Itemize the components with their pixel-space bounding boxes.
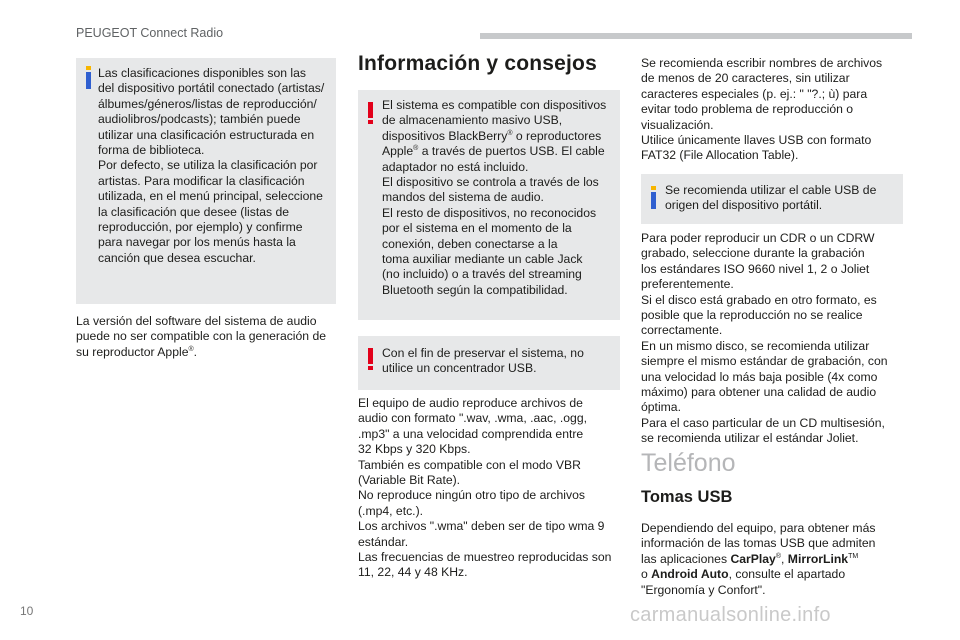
section-heading-info: Información y consejos bbox=[358, 52, 597, 75]
paragraph-text: , consulte el apartado "Ergonomía y Confort". bbox=[641, 567, 846, 597]
section-title-telefono: Teléfono bbox=[641, 449, 736, 477]
subheading-usb-ports: Tomas USB bbox=[641, 488, 733, 506]
info-icon bbox=[86, 66, 91, 89]
paragraph-text: La versión del software del sistema de audio puede no ser compatible con la generación de su reproductor Apple bbox=[76, 314, 327, 359]
paragraph-usb-apps bbox=[641, 521, 909, 598]
paragraph-text: Dependiendo del equipo, para obtener más información de las tomas USB que admiten las aplicaciones bbox=[641, 521, 876, 566]
warning-box-compat bbox=[358, 90, 620, 320]
header-title: PEUGEOT Connect Radio bbox=[76, 26, 224, 40]
carplay-label: CarPlay bbox=[730, 551, 776, 566]
warning-text-part: El sistema es compatible con dispositivos de almacenamiento masivo USB, dispositivos BlackBerry bbox=[382, 98, 607, 143]
info-box-classifications bbox=[76, 58, 336, 304]
registered-mark: ® bbox=[775, 552, 782, 560]
warning-icon bbox=[368, 102, 373, 124]
warning-text: Con el fin de preservar el sistema, no utilice un concentrador USB. bbox=[382, 346, 584, 376]
warning-text-part: a través de puertos USB. El cable adaptador no está incluido. El dispositivo se controla a través de los mandos del sistema de audio. El resto de dispositivos, no reconocidos por el sistema en el momento de la conexión, deben conectarse a la toma auxiliar mediante un cable Jack (no incluido) o a través del streaming Bluetooth según la compatibilidad. bbox=[382, 144, 605, 297]
info-box-usb-cable bbox=[641, 174, 903, 224]
registered-mark: ® bbox=[413, 145, 419, 153]
paragraph-end: . bbox=[193, 344, 198, 359]
warning-icon bbox=[368, 348, 373, 370]
trademark-mark: TM bbox=[848, 552, 859, 560]
paragraph-text: o bbox=[641, 567, 648, 582]
mirrorlink-label: MirrorLink bbox=[787, 551, 849, 566]
registered-mark: ® bbox=[188, 345, 194, 353]
warning-text bbox=[382, 98, 618, 298]
header-rule bbox=[480, 33, 912, 39]
paragraph-apple-compat bbox=[76, 314, 338, 360]
registered-mark: ® bbox=[507, 129, 513, 137]
warning-text-part: o reproductores Apple bbox=[382, 128, 602, 159]
info-box-text: Las clasificaciones disponibles son las del dispositivo portátil conectado (artistas/ álbumes/géneros/listas de reproducción/ audiolibros/podcasts); también puede utilizar una clasificación estructurada en forma de biblioteca. Por defecto, se utiliza la clasificación por artistas. Para modificar la clasificación utilizada, en el menú principal, seleccione la clasificación que desee (listas de reproducción, por ejemplo) y confirme para navegar por los menús hasta la canción que desea escuchar. bbox=[98, 66, 325, 265]
page-number: 10 bbox=[20, 604, 34, 618]
info-icon bbox=[651, 186, 656, 209]
paragraph-fat32: Utilice únicamente llaves USB con formato FAT32 (File Allocation Table). bbox=[641, 133, 872, 163]
warning-box-usb-hub bbox=[358, 336, 620, 390]
paragraph-audio-formats: El equipo de audio reproduce archivos de audio con formato ".wav, .wma, .aac, .ogg, .mp3" a una velocidad comprendida entre 32 Kbps y 320 Kbps. También es compatible con el modo VBR (Variable Bit Rate). No reproduce ningún otro tipo de archivos (.mp4, etc.). Los archivos ".wma" deben ser de tipo wma 9 estándar. Las frecuencias de muestreo reproducidas son 11, 22, 44 y 48 KHz. bbox=[358, 396, 612, 580]
info-box-text: Se recomienda utilizar el cable USB de origen del dispositivo portátil. bbox=[665, 183, 877, 213]
paragraph-cd-standards: Para poder reproducir un CDR o un CDRW grabado, seleccione durante la grabación los estándares ISO 9660 nivel 1, 2 o Joliet preferentemente. Si el disco está grabado en otro formato, es posible que la reproducción no se realice correctamente. En un mismo disco, se recomienda utilizar siempre el mismo estándar de grabación, con una velocidad lo más baja posible (4x como máximo) para obtener una calidad de audio óptima. Para el caso particular de un CD multisesión, se recomienda utilizar el estándar Joliet. bbox=[641, 231, 888, 446]
paragraph-filenames: Se recomienda escribir nombres de archivos de menos de 20 caracteres, sin utilizar caracteres especiales (p. ej.: " "?.; ù) para evitar todo problema de reproducción o visualización. bbox=[641, 56, 883, 132]
android-auto-label: Android Auto bbox=[651, 567, 729, 582]
paragraph-text: , bbox=[781, 551, 788, 566]
watermark: carmanualsonline.info bbox=[630, 604, 831, 626]
